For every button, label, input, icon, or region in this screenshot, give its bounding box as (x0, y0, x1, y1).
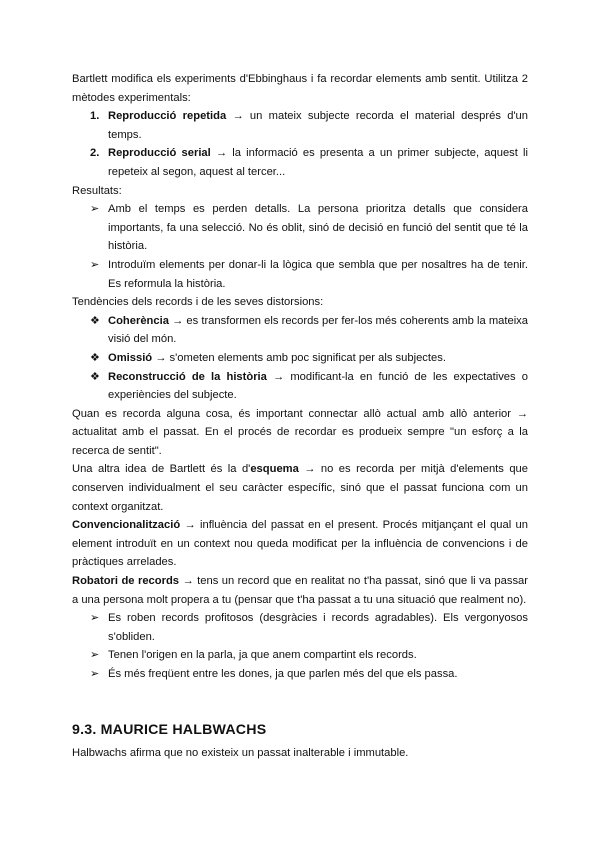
result-item (72, 256, 528, 293)
section-heading: 9.3. MAURICE HALBWACHS (72, 722, 267, 738)
tendency-term: Coherència (108, 314, 169, 327)
tendencies-label: Tendències dels records i de les seves distorsions: (72, 296, 324, 309)
theft-point (72, 665, 528, 684)
tendency-term: Reconstrucció de la història (108, 370, 267, 383)
arrow-bullet-icon: ➢ (90, 668, 100, 680)
list-number: 2. (90, 147, 100, 160)
intro-paragraph: Bartlett modifica els experiments d'Ebbinghaus i fa recordar elements amb sentit. Utilitza 2 mètodes experimentals: (72, 73, 528, 104)
halbwachs-paragraph: Halbwachs afirma que no existeix un passat inalterable i immutable. (72, 747, 409, 759)
method-item (72, 144, 528, 181)
conventional-term: Convencionalització (72, 519, 181, 532)
result-text: Introduïm elements per donar-li la lògica que sembla que per nosaltres ha de tenir. Es reformula la història. (108, 258, 528, 290)
method-text: → un mateix subjecte recorda el material després d'un temps. (108, 110, 528, 141)
tendency-term: Omissió (108, 351, 153, 364)
theft-point-text: Es roben records profitosos (desgràcies i records agradables). Els vergonyosos s'obliden. (108, 612, 528, 643)
theft-point (72, 609, 528, 646)
method-text: → la informació es presenta a un primer subjecte, aquest li repeteix al segon, aquest al tercer... (108, 147, 528, 178)
results-label: Resultats: (72, 184, 122, 197)
conventional-text: → influència del passat en el present. Procés mitjançant el qual un element introduït en un context nou queda modificat per la influència de convencions i de pràctiques arrelades. (72, 519, 528, 569)
arrow-bullet-icon: ➢ (90, 203, 100, 216)
diamond-bullet-icon: ❖ (90, 370, 100, 383)
theft-point-text: Tenen l'origen en la parla, ja que anem compartint els records. (108, 649, 417, 662)
diamond-bullet-icon: ❖ (90, 351, 100, 364)
tendency-item (72, 312, 528, 349)
theft-text: → tens un record que en realitat no t'ha passat, sinó que li va passar a una persona molt propera a tu (pensar que t'ha passat a tu una situació que realment no). (72, 575, 528, 606)
arrow-bullet-icon: ➢ (90, 612, 100, 625)
recall-paragraph: Quan es recorda alguna cosa, és important connectar allò actual amb allò anterior → actualitat amb el passat. En el procés de recordar es produeix sempre "un esforç a la recerca de sentit". (72, 407, 528, 457)
tendency-text: → s'ometen elements amb poc significat per als subjectes. (152, 351, 446, 364)
arrow-bullet-icon: ➢ (90, 649, 100, 662)
theft-term: Robatori de records (72, 575, 180, 588)
list-number: 1. (90, 110, 100, 123)
tendency-text: → es transformen els records per fer-los més coherents amb la mateixa visió del món. (108, 314, 528, 346)
result-text: Amb el temps es perden detalls. La persona prioritza detalls que considera importants, fa una selecció. No és oblit, sinó de decisió en funció del sentit que té la història. (108, 203, 528, 253)
method-item (72, 107, 528, 144)
method-term: Reproducció repetida (108, 110, 227, 123)
theft-paragraph (72, 572, 528, 609)
theft-point-text: És més freqüent entre les dones, ja que parlen més del que els passa. (108, 668, 458, 680)
theft-point (72, 646, 528, 665)
tendency-text: → modificant-la en funció de les expectatives o experiències del subjecte. (108, 370, 528, 402)
diamond-bullet-icon: ❖ (90, 314, 100, 327)
schema-before: Una altra idea de Bartlett és la d' (72, 463, 251, 476)
schema-term: esquema (250, 463, 299, 476)
result-item (72, 200, 528, 256)
schema-after: → no es recorda per mitjà d'elements que conserven individualment el seu caràcter específic, sinó que el passat funciona com un context organitzat. (72, 463, 528, 513)
conventional-paragraph (72, 516, 528, 572)
schema-paragraph (72, 460, 528, 516)
arrow-bullet-icon: ➢ (90, 258, 100, 271)
method-term: Reproducció serial (108, 147, 211, 160)
tendency-item (72, 349, 528, 368)
document-body (72, 70, 528, 684)
tendency-item (72, 368, 528, 405)
